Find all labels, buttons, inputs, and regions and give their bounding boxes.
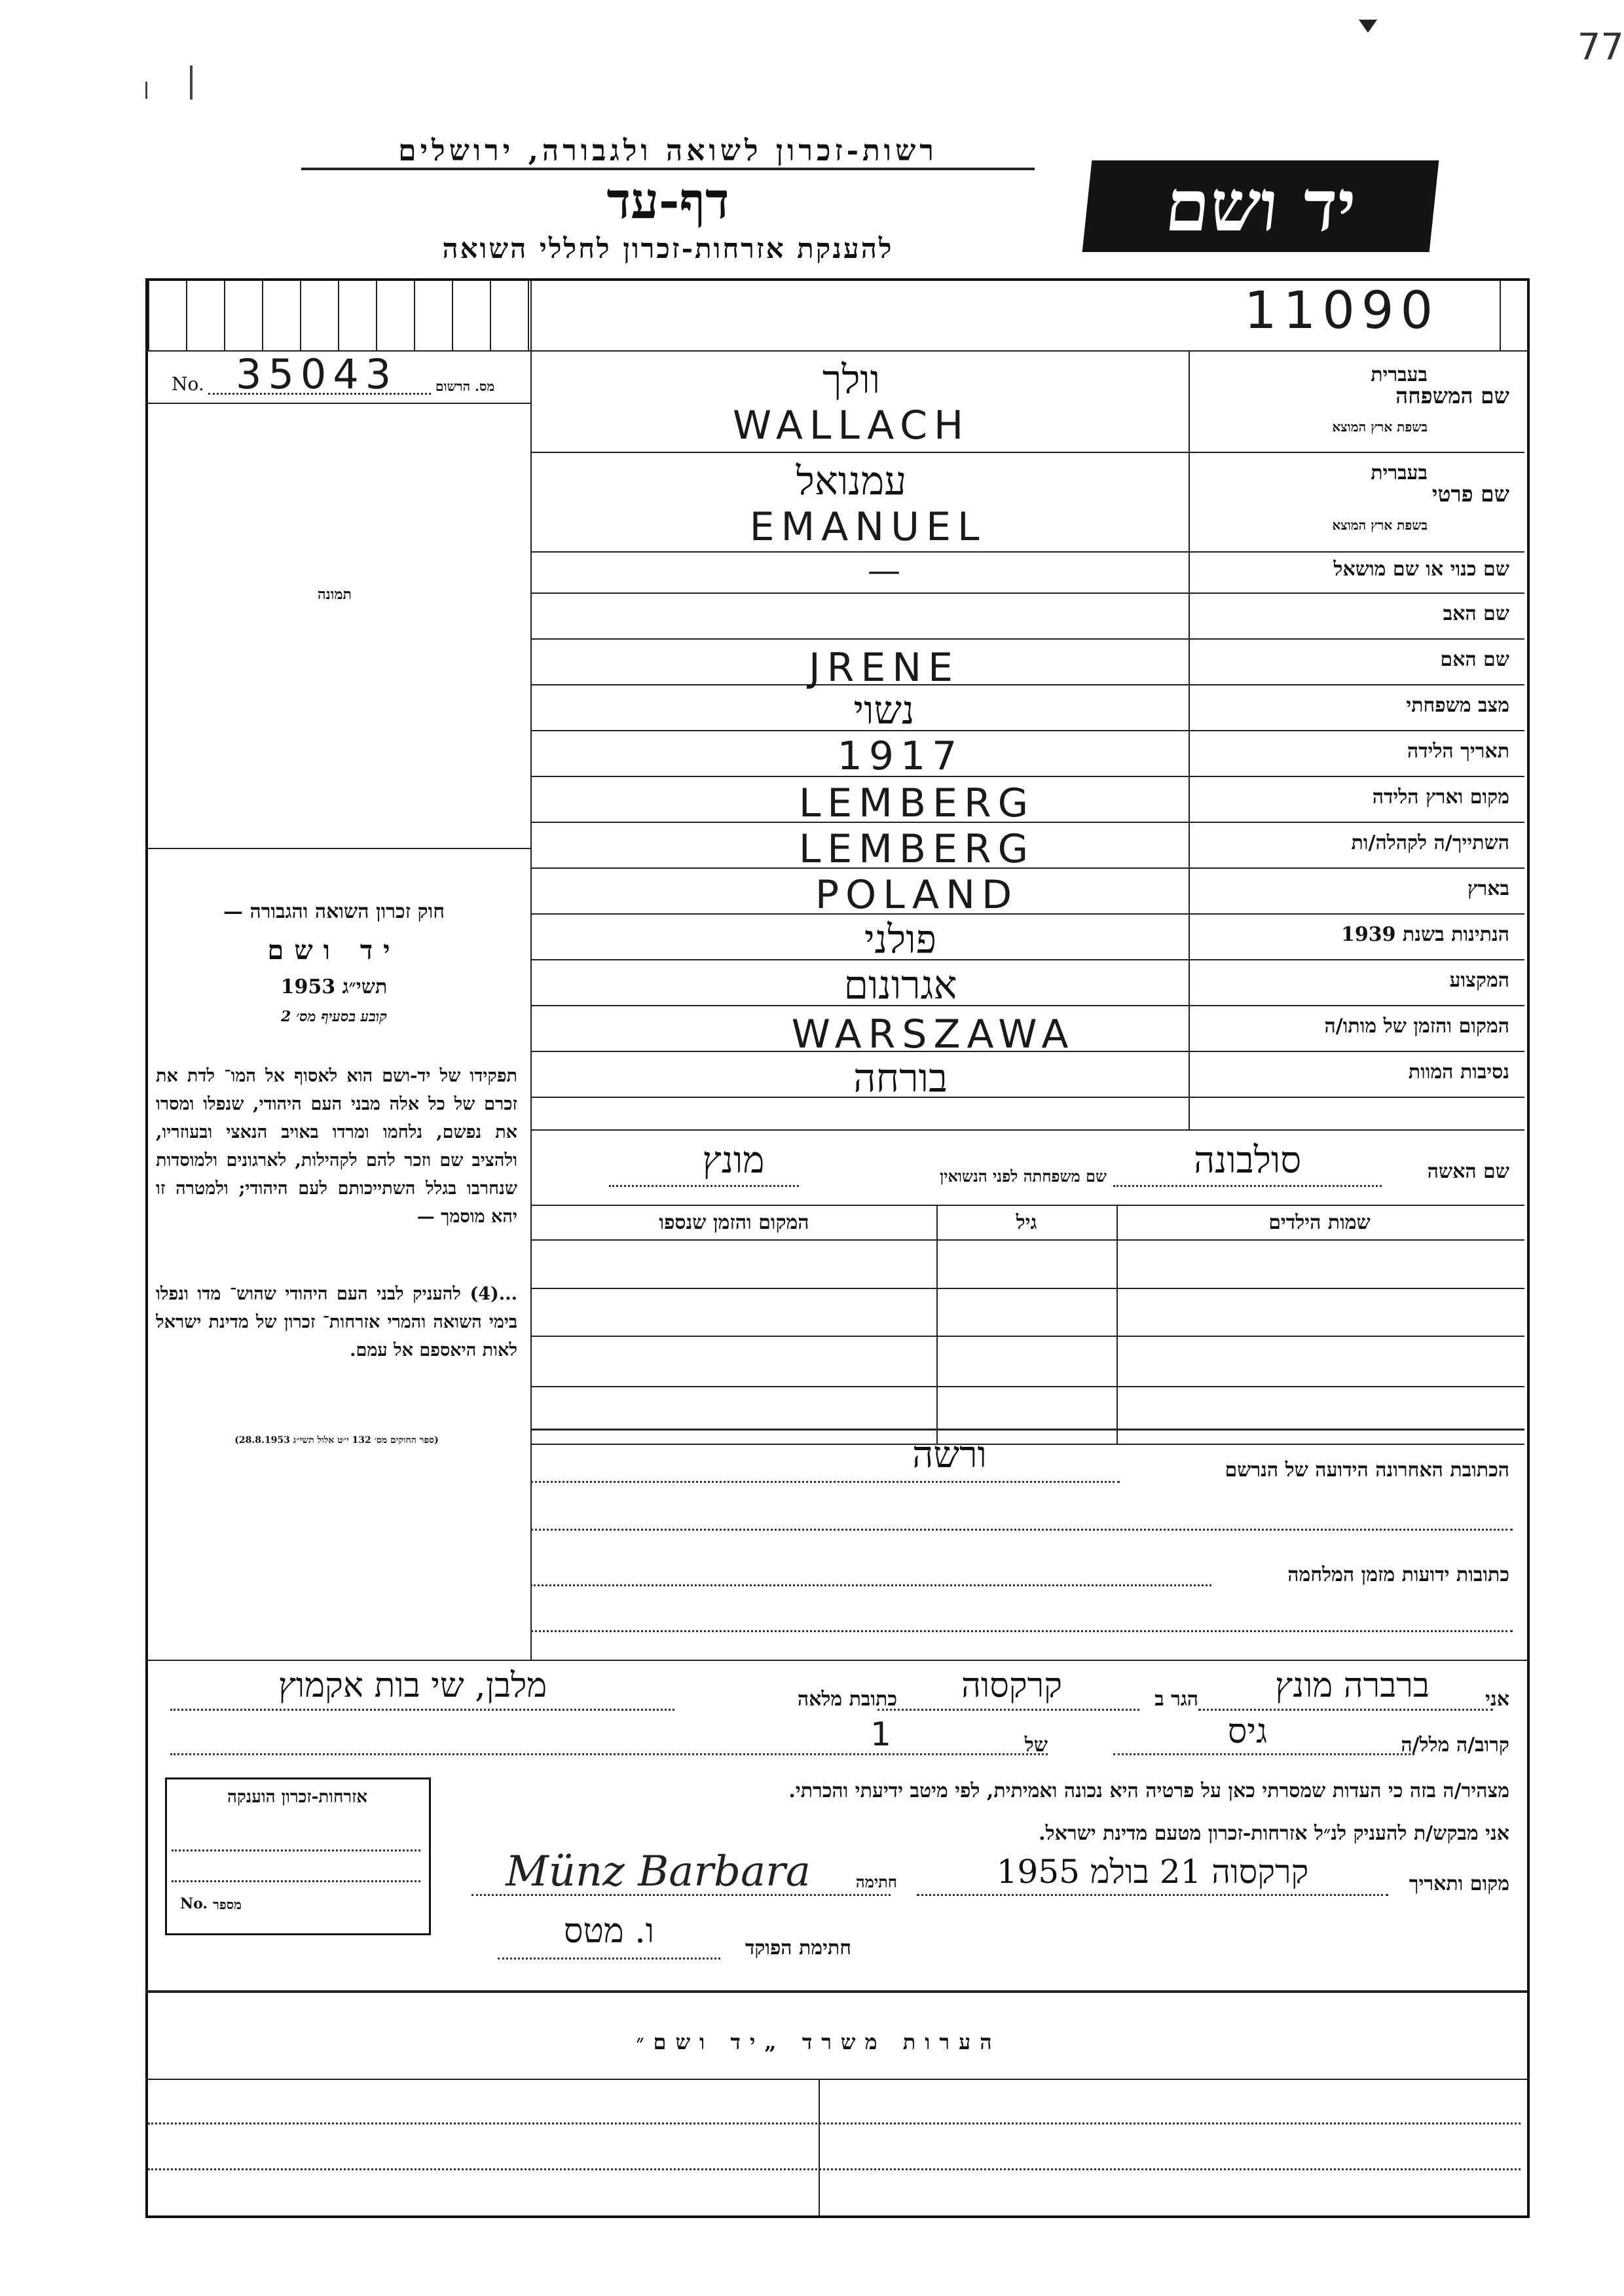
death-circumstances-label: נסיבות המוות [1408, 1061, 1509, 1084]
mother-label: שם האם [1440, 648, 1509, 671]
citizenship-1939-label: הנתינות בשנת 1939 [1340, 923, 1509, 946]
children-names-header: שמות הילדים [1268, 1211, 1371, 1234]
profession-value: אגרונום [843, 962, 957, 1008]
citizenship-1939-value: פולני [864, 917, 937, 962]
of-value: 1 [870, 1715, 898, 1753]
birthdate-label: תאריך הלידה [1407, 740, 1509, 763]
punch-mark [190, 65, 193, 100]
reg-no-label: No. [172, 373, 204, 395]
photo-label: תמונה [318, 586, 352, 603]
full-address-label: כתובת מלאה [797, 1688, 897, 1711]
resides-city-value: קרקסוה [961, 1666, 1062, 1705]
country-label: בארץ [1467, 877, 1509, 900]
last-address-value: ורשה [912, 1434, 987, 1476]
mother-value: JRENE [808, 645, 960, 691]
last-address-label: הכתובת האחרונה הידועה של הנרשם [1225, 1459, 1509, 1482]
first-name-label: שם פרטי [1431, 481, 1509, 507]
place-date-value: קרקסוה 21 בולמ 1955 [996, 1853, 1309, 1891]
full-address-value: מלבן, שי בות אקמוץ [278, 1666, 547, 1705]
law-clause: קובע בסעיף מס׳ 2 [280, 1008, 388, 1025]
citizenship-no-he-label: מספר [213, 1897, 242, 1912]
marital-value: נשוי [853, 687, 915, 733]
notes-title: הערות משרד „יד ושם״ [636, 2030, 1001, 2054]
law-citation: (ספר החוקים מס׳ 132 י״ט אלול תשי״ג 28.8.1953) [234, 1435, 439, 1446]
file-number: 11090 [1244, 282, 1440, 340]
yad-vashem-logo: יד ושם [1082, 160, 1439, 252]
citizenship-granted-title: אזרחות-זכרון הוענקה [227, 1787, 368, 1807]
grid-boxes [148, 281, 530, 350]
law-paragraph-2: ...(4) להעניק לבני העם היהודי שהוש־ מדו ונפלו בימי השואה והמרי אזרחות־ זכרון של מדינת ישראל לאות היאספם אל עמם. [156, 1284, 517, 1360]
declarant-i-label: אני [1485, 1688, 1509, 1711]
reg-no-value: 35043 [236, 350, 398, 398]
family-name-label: שם המשפחה [1395, 383, 1509, 409]
form-subtitle: להענקת אזרחות-זכרון לחללי השואה [442, 232, 894, 264]
wife-maiden-value: מונץ [702, 1139, 765, 1182]
relation-label: קרוב/ה מלל/ה [1401, 1734, 1509, 1757]
officer-signature-label: חתימת הפוקד [745, 1937, 851, 1959]
arrow-mark-icon [1359, 20, 1377, 33]
law-name: יד ושם [267, 935, 401, 966]
first-name-latin-value: EMANUEL [749, 504, 986, 550]
birthplace-label: מקום וארץ הלידה [1372, 786, 1509, 809]
war-address-label: כתובות ידועות מזמן המלחמה [1287, 1563, 1509, 1586]
declarant-name-value: ברברה מונץ [1275, 1666, 1430, 1705]
authority-name: רשות-זכרון לשואה ולגבורה, ירושלים [301, 134, 1035, 170]
declaration-text: מצהיר/ה בזה כי העדות שמסרתי כאן על פרטיה היא נכונה ואמיתית, לפי מיטב ידיעתי והכרתי. [788, 1779, 1509, 1802]
profession-label: המקצוע [1449, 969, 1509, 992]
family-name-latin-value: WALLACH [732, 403, 970, 448]
origin-lang-label: בשפת ארץ המוצא [1332, 517, 1428, 533]
nickname-value: — [868, 551, 900, 589]
resides-label: הגר ב [1154, 1688, 1198, 1711]
origin-lang-label: בשפת ארץ המוצא [1332, 419, 1428, 435]
request-text: אני מבקש/ת להעניק לנ״ל אזרחות-זכרון מטעם מדינת ישראל. [1039, 1822, 1509, 1845]
death-place-time-label: המקום והזמן של מותו/ה [1324, 1015, 1509, 1038]
children-age-header: גיל [1016, 1211, 1037, 1234]
law-year: תשי״ג 1953 [280, 975, 388, 998]
nickname-label: שם כנוי או שם מושאל [1333, 558, 1509, 581]
death-place-value: WARSZAWA [791, 1011, 1075, 1057]
country-value: POLAND [815, 872, 1019, 918]
hebrew-label: בעברית [1371, 363, 1428, 386]
place-date-label: מקום ותאריך [1409, 1872, 1509, 1895]
birthplace-value: LEMBERG [798, 780, 1035, 826]
community-label: השתייך/ה לקהלה/ות [1351, 831, 1509, 854]
marital-label: מצב משפחתי [1406, 694, 1509, 717]
hebrew-label: בעברית [1371, 462, 1428, 484]
father-label: שם האב [1443, 602, 1509, 625]
community-value: LEMBERG [798, 826, 1035, 872]
family-name-hebrew-value: וולך [822, 357, 881, 403]
law-paragraph-1: תפקידו של יד-ושם הוא לאסוף אל המו־ לדת את זכרם של כל אלה מבני העם היהודי, שנפלו ומסרו את נפשם, נלחמו ומרדו באויב הנאצי ובעוזריו, ולהציב שם וזכר להם לקהילות, לארגונים ולמוסדות שנחרבו בגלל השתייכותם לעם היהודי; ולמטרה זו יהא מוסמך — [156, 1066, 517, 1227]
citizenship-no-label: No. [180, 1895, 208, 1912]
page-number: 77 [1577, 26, 1624, 69]
reg-no-label-he: מס. הרשום [435, 378, 495, 394]
children-death-header: המקום והזמן שנספו [659, 1211, 809, 1234]
wife-label: שם האשה [1427, 1160, 1509, 1183]
form-title: דף-עד [606, 172, 729, 230]
first-name-hebrew-value: עמנואל [796, 458, 907, 504]
signature-label: חתימה [855, 1872, 897, 1891]
officer-signature-value: ו. מטס [563, 1912, 655, 1951]
wife-maiden-label: שם משפחתה לפני הנשואין [940, 1167, 1107, 1186]
wife-name-value: סולבונה [1193, 1139, 1302, 1182]
of-label: של [1024, 1734, 1048, 1757]
birthdate-value: 1917 [837, 733, 964, 779]
death-circumstances-value: בורחה [853, 1055, 948, 1101]
relation-value: גיס [1227, 1712, 1268, 1751]
punch-mark [145, 82, 147, 99]
law-title: חוק זכרון השואה והגבורה — [223, 900, 445, 923]
signature-value: Münz Barbara [506, 1848, 811, 1896]
